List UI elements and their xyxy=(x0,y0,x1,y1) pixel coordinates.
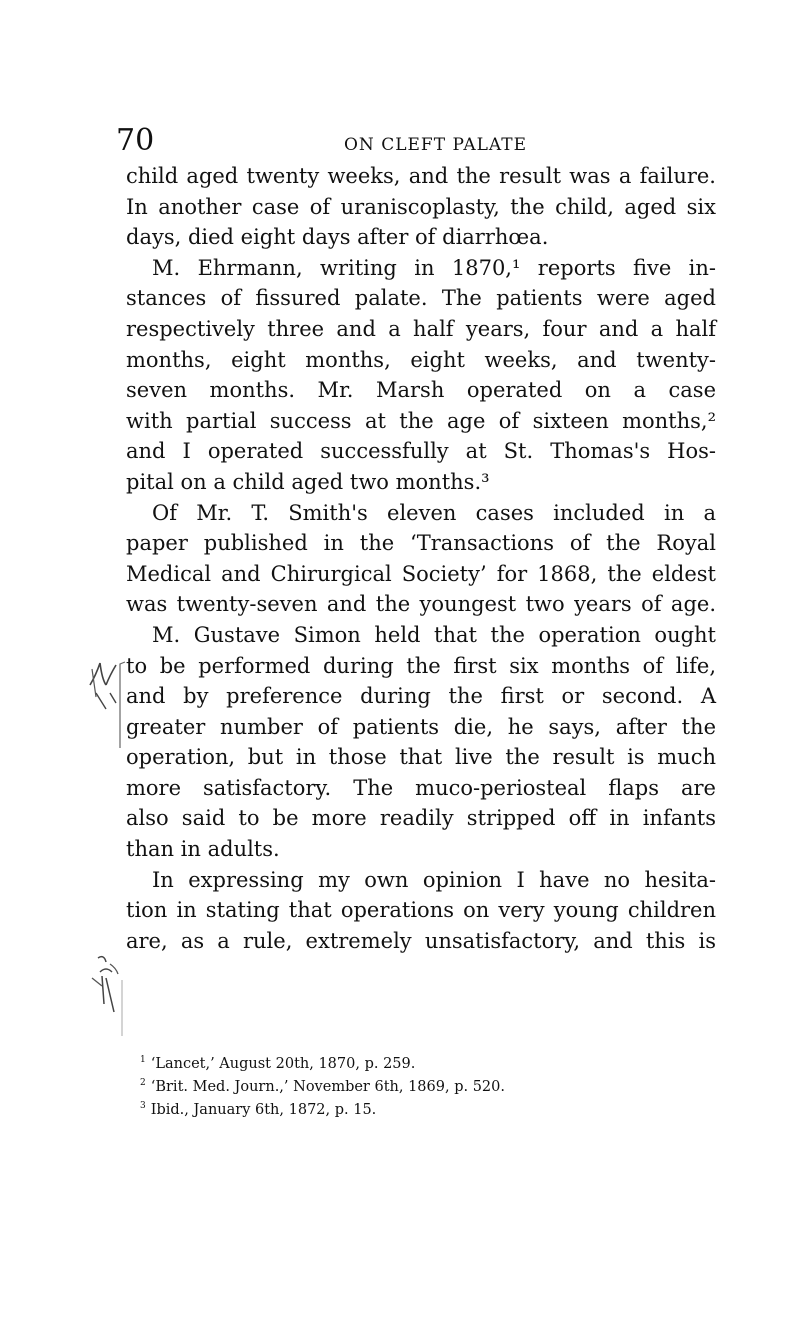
text-line: than in adults. xyxy=(126,837,280,862)
text-line: seven months. Mr. Marsh operated on a case xyxy=(126,378,716,403)
text-line: was twenty-seven and the youngest two years of age. xyxy=(126,592,716,617)
text-line: also said to be more readily stripped off in infants xyxy=(126,806,716,831)
running-title: ON CLEFT PALATE xyxy=(344,135,527,155)
text-line: operation, but in those that live the result is much xyxy=(126,745,716,770)
bracket-line xyxy=(119,978,127,1038)
text-line: paper published in the ‘Transactions of the Royal xyxy=(126,531,716,556)
footnote xyxy=(128,1097,688,1120)
text-line: to be performed during the first six months of life, xyxy=(126,653,716,678)
text-line: pital on a child aged two months.³ xyxy=(126,469,490,494)
text-line: In another case of uraniscoplasty, the child, aged six xyxy=(126,194,716,219)
bracket-line xyxy=(117,660,127,750)
footnote-mark: 3 xyxy=(140,1100,146,1111)
footnote-text: Ibid., January 6th, 1872, p. 15. xyxy=(150,1101,377,1118)
footnote-text: ‘Brit. Med. Journ.,’ November 6th, 1869, p. 520. xyxy=(150,1078,505,1095)
footnote-mark: 2 xyxy=(140,1077,146,1088)
text-line: greater number of patients die, he says, after the xyxy=(126,714,716,739)
footnote xyxy=(128,1051,688,1074)
page-number: 70 xyxy=(116,123,155,158)
text-line: tion in stating that operations on very young children xyxy=(126,898,716,923)
text-line: M. Gustave Simon held that the operation ought xyxy=(152,622,716,647)
footnotes xyxy=(128,1051,688,1119)
text-line: months, eight months, eight weeks, and twenty- xyxy=(126,347,716,372)
text-line: are, as a rule, extremely unsatisfactory, and this is xyxy=(126,928,716,953)
footnote-text: ‘Lancet,’ August 20th, 1870, p. 259. xyxy=(150,1055,416,1072)
footnote xyxy=(128,1074,688,1097)
text-line: Of Mr. T. Smith's eleven cases included in a xyxy=(152,500,716,525)
text-line: with partial success at the age of sixteen months,² xyxy=(126,408,716,433)
text-line: and by preference during the first or second. A xyxy=(126,684,716,709)
text-line: stances of fissured palate. The patients were aged xyxy=(126,286,716,311)
text-line: M. Ehrmann, writing in 1870,¹ reports five in- xyxy=(152,255,716,280)
text-line: more satisfactory. The muco-periosteal flaps are xyxy=(126,775,716,800)
text-line: days, died eight days after of diarrhœa. xyxy=(126,225,549,250)
text-line: and I operated successfully at St. Thomas's Hos- xyxy=(126,439,716,464)
text-line: In expressing my own opinion I have no hesita- xyxy=(152,867,716,892)
text-line: child aged twenty weeks, and the result was a failure. xyxy=(126,164,716,188)
body-text xyxy=(126,161,716,956)
text-line: respectively three and a half years, four and a half xyxy=(126,316,716,341)
footnote-mark: 1 xyxy=(140,1055,146,1065)
text-line: Medical and Chirurgical Society’ for 1868, the eldest xyxy=(126,561,716,586)
